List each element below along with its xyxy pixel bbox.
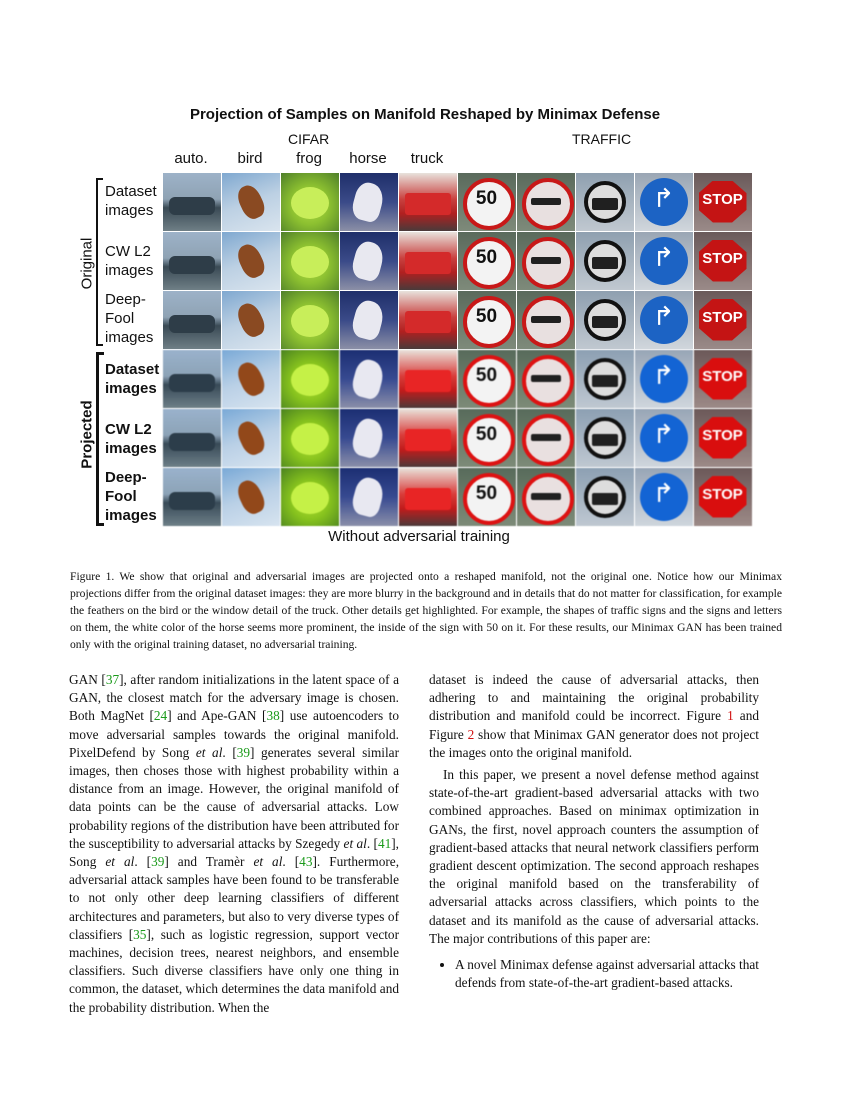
traffic-sign-tile [694,291,752,349]
object-silhouette [405,252,451,274]
stop-sign-text: STOP [702,249,743,267]
traffic-sign-tile [458,291,516,349]
traffic-sign-tile [517,350,575,408]
object-silhouette [169,374,215,392]
side-label-original: Original [78,237,96,290]
cifar-image-tile [163,409,221,467]
cifar-image-tile [281,232,339,290]
sign-bar [531,434,561,441]
traffic-sign-tile [517,468,575,526]
turn-arrow-icon: ↱ [652,301,675,332]
object-silhouette [291,482,329,514]
speed-sign-text: 50 [475,246,498,268]
object-silhouette [233,476,267,516]
cifar-image-tile [399,350,457,408]
object-silhouette [291,246,329,278]
traffic-sign-tile [458,232,516,290]
bracket-projected [96,352,104,526]
turn-arrow-icon: ↱ [652,419,675,450]
object-silhouette [405,193,451,215]
contribution-item: • A novel Minimax defense against adversarial attacks that defends from state-of-the-art gradient-based attacks. [455,956,759,992]
row-label-original-cwl2: CW L2 images [105,243,154,279]
object-silhouette [233,240,267,280]
side-label-projected: Projected [78,400,96,469]
traffic-sign-tile [694,350,752,408]
cifar-image-tile [281,409,339,467]
object-silhouette [349,239,386,283]
speed-sign-text: 50 [475,305,498,327]
column-label-horse: horse [349,150,387,167]
traffic-sign-tile [576,409,634,467]
traffic-sign-tile [635,173,693,231]
cifar-image-tile [399,468,457,526]
figure-ref-link[interactable]: 1 [727,708,734,724]
cifar-image-tile [163,173,221,231]
column-label-auto: auto. [174,150,208,167]
sign-bar [531,198,561,205]
image-grid [162,172,752,526]
cifar-image-tile [281,173,339,231]
sign-bar [531,375,561,382]
row-label-original-deepfool: Deep- Fool images [105,291,154,346]
traffic-sign-tile [635,468,693,526]
traffic-sign-tile [517,409,575,467]
row-label-projected-dataset: Dataset images [105,361,160,397]
cifar-image-tile [340,350,398,408]
cifar-image-tile [222,173,280,231]
traffic-sign-tile [517,291,575,349]
speed-sign-text: 50 [475,187,498,209]
cifar-image-tile [399,232,457,290]
cifar-image-tile [281,291,339,349]
cifar-image-tile [163,291,221,349]
sign-bar [592,375,618,387]
sign-bar [531,316,561,323]
object-silhouette [291,364,329,396]
cifar-image-tile [163,232,221,290]
citation-link[interactable]: 37 [105,672,120,687]
citation-link[interactable]: 38 [266,708,280,724]
cifar-image-tile [340,173,398,231]
contributions-list [429,956,759,992]
column-label-bird: bird [237,150,263,167]
traffic-sign-tile [517,173,575,231]
object-silhouette [169,492,215,510]
citation-link[interactable]: 24 [153,708,168,724]
object-silhouette [349,475,386,519]
cifar-image-tile [163,468,221,526]
traffic-sign-tile [576,232,634,290]
speed-sign-text: 50 [475,423,498,445]
right-paragraph-2: In this paper, we present a novel defense method against state-of-the-art gradient-based adversarial attacks with two combined approaches. Based on minimax optimization in GANs, the first, novel approach counters the assumption of gradient-based attacks that neural network classifiers perform gradient descent optimization. The second approach reshapes the original manifold based on the transferability of adversarial attacks across classifiers, which points to the dataset and its manifold as the cause of adversarial attacks. The major contributions of this paper are: [429,767,759,946]
traffic-sign-tile [576,350,634,408]
right-column [429,671,759,992]
group-label-traffic: TRAFFIC [572,131,632,147]
citation-link[interactable]: 43 [299,854,313,870]
object-silhouette [405,311,451,333]
traffic-sign-tile [635,409,693,467]
stop-sign-text: STOP [702,367,743,385]
row-label-projected-deepfool: Deep- Fool images [105,469,157,524]
row-label-original-dataset: Dataset images [105,183,157,219]
object-silhouette [291,305,329,337]
object-silhouette [169,256,215,274]
object-silhouette [233,181,267,221]
traffic-sign-tile [458,173,516,231]
traffic-sign-tile [576,468,634,526]
sign-bar [531,257,561,264]
object-silhouette [233,417,267,457]
row-label-projected-cwl2: CW L2 images [105,421,157,457]
cifar-image-tile [340,409,398,467]
object-silhouette [405,429,451,451]
traffic-sign-tile [694,409,752,467]
object-silhouette [405,488,451,510]
object-silhouette [291,187,329,219]
object-silhouette [169,315,215,333]
column-label-frog: frog [296,150,322,167]
turn-arrow-icon: ↱ [652,360,675,391]
speed-sign-text: 50 [475,364,498,386]
figure-footer: Without adversarial training [328,528,510,545]
citation-link[interactable]: 41 [377,835,392,851]
traffic-sign-tile [694,232,752,290]
left-column [69,671,399,1017]
object-silhouette [233,358,267,398]
traffic-sign-tile [635,350,693,408]
traffic-sign-tile [694,468,752,526]
bracket-original [96,178,103,346]
cifar-image-tile [281,350,339,408]
traffic-sign-tile [694,173,752,231]
cifar-image-tile [340,232,398,290]
column-label-truck: truck [410,150,444,167]
citation-link[interactable]: 39 [151,854,165,870]
cifar-image-tile [222,468,280,526]
cifar-image-tile [340,291,398,349]
right-paragraph-1: dataset is indeed the cause of adversarial attacks, then adhering to and maintaining the original probability distribution and manifold could be incorrect. Figure 1 and Figure 2 show that Minimax GAN generator does not project the images onto the original manifold. [429,672,759,760]
stop-sign-text: STOP [702,426,743,444]
traffic-sign-tile [576,291,634,349]
traffic-sign-tile [576,173,634,231]
traffic-sign-tile [517,232,575,290]
object-silhouette [169,197,215,215]
sign-bar [592,493,618,505]
object-silhouette [349,357,386,401]
stop-sign-text: STOP [702,190,743,208]
citation-link[interactable]: 39 [236,744,251,760]
cifar-image-tile [399,173,457,231]
sign-bar [592,257,618,269]
citation-link[interactable]: 35 [133,926,147,942]
figure-ref-link[interactable]: 2 [467,726,475,742]
object-silhouette [169,433,215,451]
sign-bar [592,434,618,446]
cifar-image-tile [222,350,280,408]
figure-title: Projection of Samples on Manifold Reshaped by Minimax Defense [189,106,661,123]
turn-arrow-icon: ↱ [652,183,675,214]
left-paragraph: GAN [37], after random initializations in the latent space of a GAN, the closest match for the adversary image is chosen. Both MagNet [24] and Ape-GAN [38] use autoencoders to move adversarial samples towards the original manifold. PixelDefend by Song et al. [39] generates several similar images, then choses those with highest probability within a distance from an image. However, the original manifold of data points can be the cause of adversarial attacks. Low probability regions of the distribution have been attributed for the susceptibility to adversarial attacks by Szegedy et al. [41], Song et al. [39] and Tramèr et al. [43]. Furthermore, adversarial attack samples have been found to be transferable to not only other deep learning classifiers of different architectures and parameters, but also to very diverse types of classifiers [35], such as logistic regression, support vector machines, decision trees, nearest neighbors, and ensemble classifiers. Such diverse classifiers have only one thing in common, the dataset, which determines the data manifold and the probability distribution. When the [69,672,400,1015]
cifar-image-tile [222,291,280,349]
object-silhouette [291,423,329,455]
cifar-image-tile [399,291,457,349]
figure-caption: Figure 1. We show that original and adversarial images are projected onto a reshaped manifold, not the original one. Notice how our Minimax projections differ from the original dataset images: they are more blurry in the background and in details that do not matter for classification, for example the feathers on the bird or the window detail of the truck. Other details get highlighted. For example, the shapes of traffic signs and the signs and letters on them, the white color of the horse seems more prominent, the inside of the sign with 50 on it. For these results, our Minimax GAN has been trained only with the original training dataset, no adversarial training. [70,570,782,651]
sign-bar [531,493,561,500]
speed-sign-text: 50 [475,482,498,504]
object-silhouette [405,370,451,392]
cifar-image-tile [340,468,398,526]
stop-sign-text: STOP [702,485,743,503]
object-silhouette [349,180,386,224]
traffic-sign-tile [458,350,516,408]
traffic-sign-tile [635,232,693,290]
object-silhouette [349,416,386,460]
object-silhouette [349,298,386,342]
sign-bar [592,316,618,328]
traffic-sign-tile [458,409,516,467]
object-silhouette [233,299,267,339]
cifar-image-tile [222,232,280,290]
stop-sign-text: STOP [702,308,743,326]
cifar-image-tile [222,409,280,467]
traffic-sign-tile [458,468,516,526]
traffic-sign-tile [635,291,693,349]
turn-arrow-icon: ↱ [652,242,675,273]
group-label-cifar: CIFAR [288,131,330,147]
cifar-image-tile [281,468,339,526]
cifar-image-tile [399,409,457,467]
turn-arrow-icon: ↱ [652,478,675,509]
cifar-image-tile [163,350,221,408]
sign-bar [592,198,618,210]
